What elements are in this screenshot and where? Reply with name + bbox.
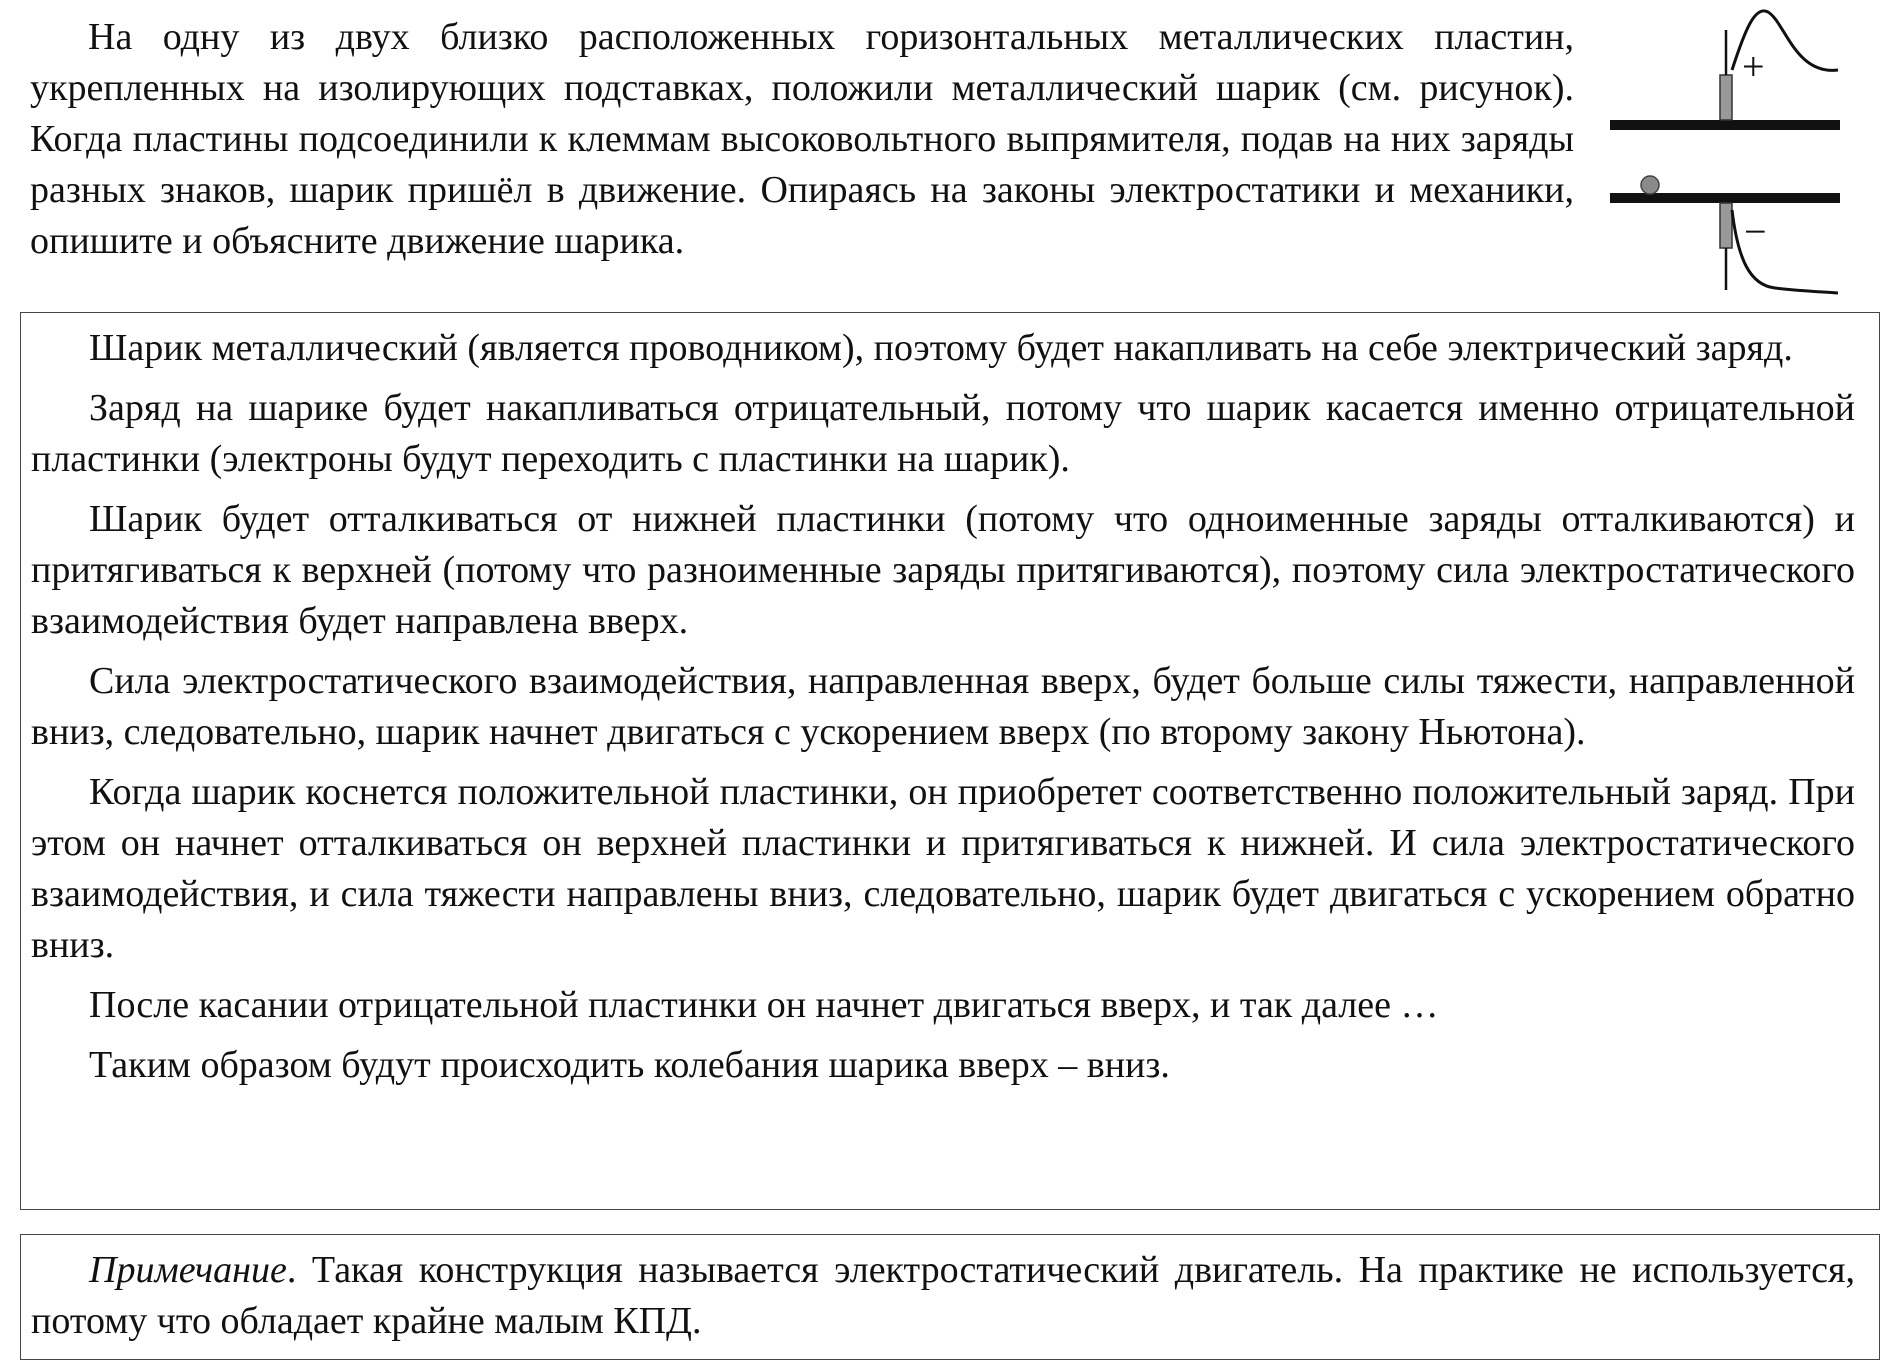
- note-box: [20, 1234, 1880, 1360]
- answer-paragraph: После касании отрицательной пластинки он начнет двигаться вверх, и так далее …: [89, 984, 1439, 1026]
- minus-label: −: [1744, 209, 1767, 254]
- answer-paragraph: Таким образом будут происходить колебания шарика вверх – вниз.: [89, 1044, 1170, 1086]
- answer-paragraph: Сила электростатического взаимодействия, направленная вверх, будет больше силы тяжести, направленной вниз, следовательно, шарик начнет двигаться с ускорением вверх (по второму закону Ньютона).: [31, 660, 1855, 753]
- upper-support: [1720, 75, 1732, 120]
- answer-paragraph: Шарик будет отталкиваться от нижней пластинки (потому что одноименные заряды отталкиваются) и притягиваться к верхней (потому что разноименные заряды притягиваются), поэтому сила электростатического взаимодействия будет направлена вверх.: [31, 498, 1855, 642]
- answer-paragraph: Заряд на шарике будет накапливаться отрицательный, потому что шарик касается именно отрицательной пластинки (электроны будут переходить с пластинки на шарик).: [31, 387, 1855, 480]
- note-text: . Такая конструкция называется электростатический двигатель. На практике не используется, потому что обладает крайне малым КПД.: [31, 1249, 1855, 1342]
- lower-support: [1720, 203, 1732, 248]
- answer-box: [20, 312, 1880, 1210]
- note-paragraph: [31, 1245, 1855, 1347]
- capacitor-figure: [1600, 0, 1860, 300]
- plus-label: +: [1742, 44, 1765, 89]
- upper-plate: [1610, 120, 1840, 130]
- lower-plate: [1610, 193, 1840, 203]
- answer-paragraph: Когда шарик коснется положительной пластинки, он приобретет соответственно положительный заряд. При этом он начнет отталкиваться он верхней пластинки и притягиваться к нижней. И сила электростатического взаимодействия, и сила тяжести направлены вниз, следовательно, шарик будет двигаться с ускорением обратно вниз.: [31, 771, 1855, 966]
- problem-statement: На одну из двух близко расположенных горизонтальных металлических пластин, укрепленных на изолирующих подставках, положили металлический шарик (см. рисунок). Когда пластины подсоединили к клеммам высоковольтного выпрямителя, подав на них заряды разных знаков, шарик пришёл в движение. Опираясь на законы электростатики и механики, опишите и объясните движение шарика.: [30, 16, 1574, 262]
- note-label: Примечание: [89, 1249, 287, 1291]
- answer-paragraph: Шарик металлический (является проводником), поэтому будет накапливать на себе электрический заряд.: [89, 327, 1793, 369]
- metal-ball: [1641, 176, 1659, 194]
